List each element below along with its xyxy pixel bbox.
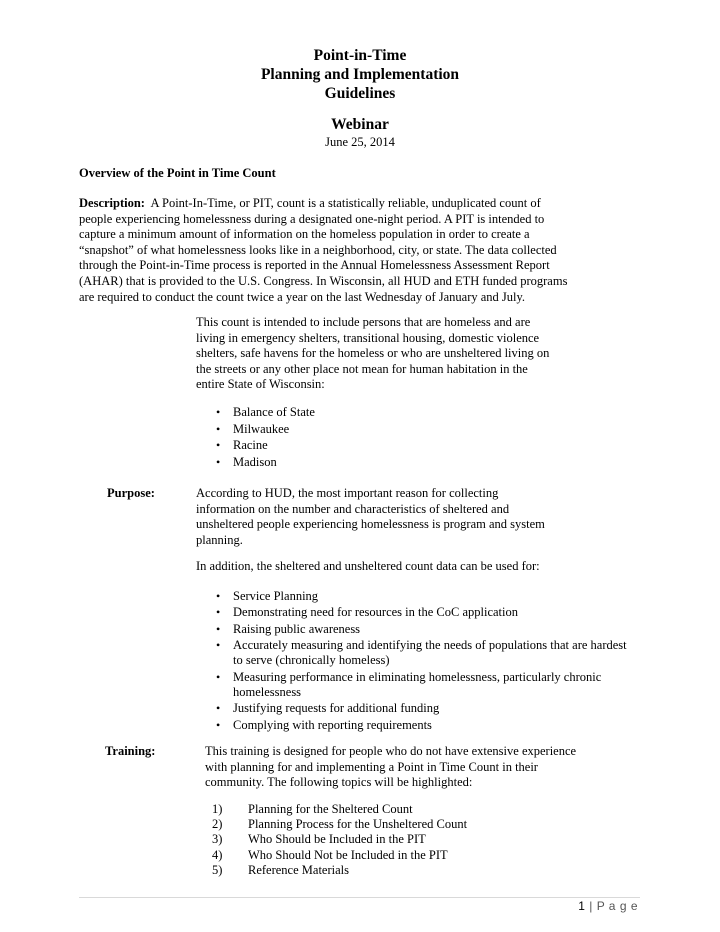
description-line-5: through the Point-in-Time process is reported in the Annual Homelessness Assessment Report (79, 258, 550, 273)
list-item: • Milwaukee (213, 421, 513, 438)
webinar-heading: Webinar (331, 116, 389, 133)
scope-line-2: living in emergency shelters, transitional housing, domestic violence (196, 330, 540, 345)
description-line-3: capture a minimum amount of information on the homeless population in order to create a (79, 227, 530, 242)
training-label: Training: (105, 744, 156, 758)
purpose-line-1: According to HUD, the most important reason for collecting (196, 486, 499, 500)
uses-list (213, 589, 638, 734)
list-item: 1) Planning for the Sheltered Count (212, 802, 413, 816)
title-line-1: Point-in-Time (313, 47, 407, 64)
list-item: 3) Who Should be Included in the PIT (212, 832, 426, 847)
page-label: P a g e (596, 899, 638, 913)
list-item: • Measuring performance in eliminating homelessness, particularly chronic homelessness (213, 670, 638, 700)
footer-separator: | (589, 899, 593, 913)
list-item: • Accurately measuring and identifying the needs of populations that are hardest to serve (chronically homeless) (213, 638, 638, 668)
training-line-1: This training is designed for people who do not have extensive experience (205, 744, 577, 758)
purpose-paragraph (196, 486, 616, 548)
title-line-2: Planning and Implementation (260, 66, 460, 83)
webinar-date: June 25, 2014 (325, 135, 395, 149)
footer-divider (79, 897, 640, 898)
list-item: • Demonstrating need for resources in the CoC application (213, 605, 638, 620)
purpose-line-3: unsheltered people experiencing homelessness is program and system (196, 517, 545, 532)
list-item: • Raising public awareness (213, 622, 638, 637)
scope-line-3: shelters, safe havens for the homeless or who are unsheltered living on (196, 346, 550, 361)
purpose-addition: In addition, the sheltered and unsheltered count data can be used for: (196, 559, 540, 573)
list-item: • Racine (213, 437, 513, 454)
list-item: • Service Planning (213, 589, 638, 604)
topics-list (212, 802, 592, 878)
scope-paragraph (196, 315, 616, 393)
training-paragraph (205, 744, 635, 791)
description-line-6: (AHAR) that is provided to the U.S. Congress. In Wisconsin, all HUD and ETH funded programs (79, 273, 568, 288)
list-item: • Madison (213, 454, 513, 471)
list-item: 5) Reference Materials (212, 862, 349, 877)
scope-line-4: the streets or any other place not mean for human habitation in the (196, 361, 528, 376)
description-line-1: Description: A Point-In-Time, or PIT, count is a statistically reliable, unduplicated count of (79, 196, 541, 210)
page-number: 1 (578, 899, 586, 913)
purpose-line-2: information on the number and characteristics of sheltered and (196, 501, 510, 516)
list-item: • Complying with reporting requirements (213, 718, 638, 733)
purpose-label: Purpose: (107, 486, 155, 500)
description-line-7: are required to conduct the count twice a year on the last Wednesday of January and July. (79, 289, 526, 304)
title-line-3: Guidelines (324, 85, 396, 102)
overview-heading: Overview of the Point in Time Count (79, 166, 276, 180)
description-line-4: “snapshot” of what homelessness looks like in a neighborhood, city, or state. The data collected (79, 242, 557, 257)
scope-line-1: This count is intended to include persons that are homeless and are (196, 315, 531, 329)
training-line-2: with planning for and implementing a Point in Time Count in their (205, 759, 538, 774)
list-item: 2) Planning Process for the Unsheltered Count (212, 817, 468, 832)
scope-line-5: entire State of Wisconsin: (196, 377, 325, 392)
training-line-3: community. The following topics will be highlighted: (205, 775, 473, 790)
page-footer (578, 899, 638, 913)
description-label: Description: (79, 196, 145, 210)
list-item: 4) Who Should Not be Included in the PIT (212, 847, 448, 862)
purpose-line-4: planning. (196, 532, 243, 547)
description-line-2: people experiencing homelessness during a designated one-night period. A PIT is intended to (79, 211, 545, 226)
list-item: • Justifying requests for additional funding (213, 701, 638, 716)
areas-list (213, 404, 513, 470)
list-item: • Balance of State (213, 404, 513, 421)
description-paragraph (79, 196, 649, 305)
